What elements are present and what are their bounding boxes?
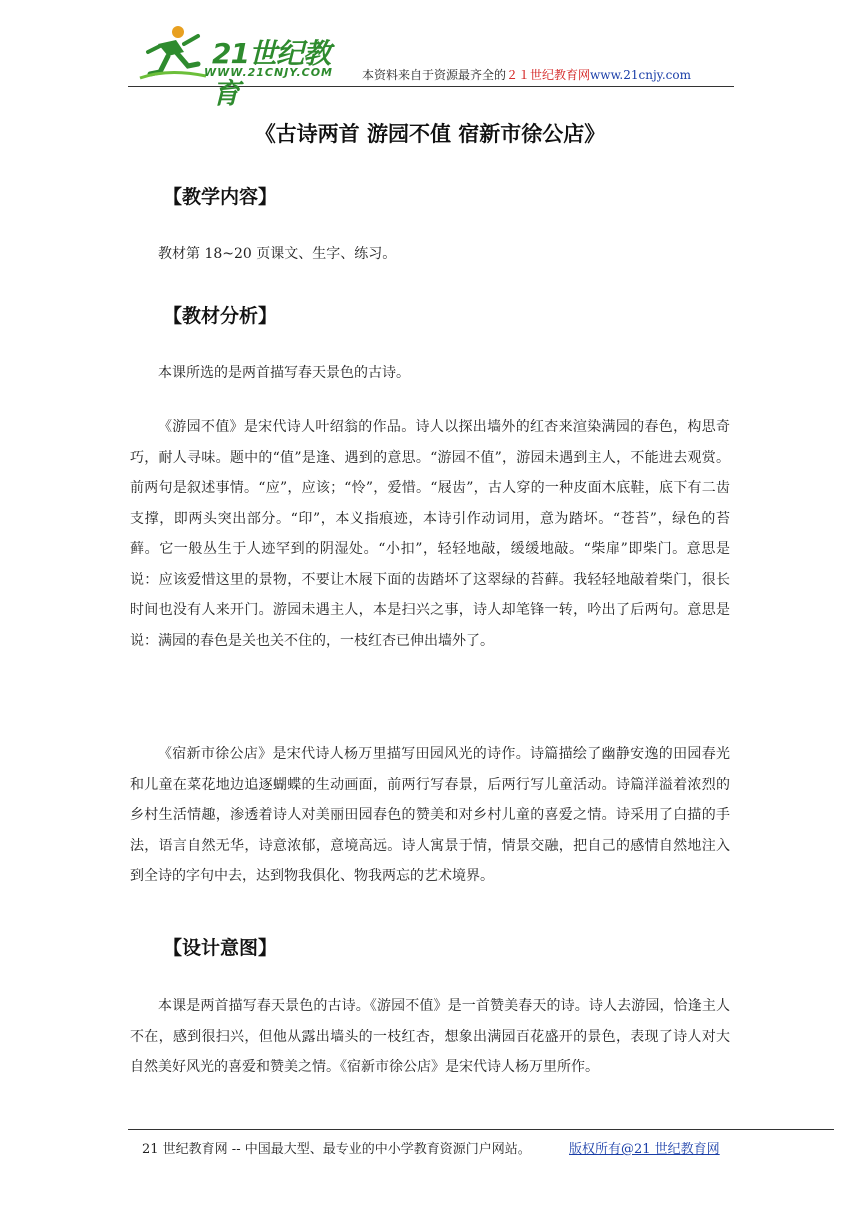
paragraph: 《游园不值》是宋代诗人叶绍翁的作品。诗人以探出墙外的红杏来渲染满园的春色，构思奇巧，耐人寻味。题中的“值”是逢、遇到的意思。“游园不值”，游园未遇到主人，不能进去观赏。前两句是叙述事情。“应”，应该；“怜”，爱惜。“屐齿”，古人穿的一种皮面木底鞋，底下有二齿支撑，即两头突出部分。“印”，本义指痕迹，本诗引作动词用，意为踏坏。“苍苔”，绿色的苔藓。它一般丛生于人迹罕到的阴湿处。“小扣”，轻轻地敲，缓缓地敲。“柴扉”即柴门。意思是说：应该爱惜这里的景物，不要让木屐下面的齿踏坏了这翠绿的苔藓。我轻轻地敲着柴门，很长时间也没有人来开门。游园未遇主人，本是扫兴之事，诗人却笔锋一转，吟出了后两句。意思是说：满园的春色是关也关不住的，一枝红杏已伸出墙外了。 bbox=[130, 419, 730, 649]
section-heading-content: 【教学内容】 bbox=[163, 186, 278, 208]
runner-logo-icon bbox=[138, 22, 208, 82]
document-title: 《古诗两首 游园不值 宿新市徐公店》 bbox=[254, 122, 606, 146]
paragraph: 本课所选的是两首描写春天景色的古诗。 bbox=[158, 365, 410, 381]
paragraph: 本课是两首描写春天景色的古诗。《游园不值》是一首赞美春天的诗。诗人去游园，恰逢主人不在，感到很扫兴，但他从露出墙头的一枝红杏，想象出满园百花盛开的景色，表现了诗人对大自然美好风光的喜爱和赞美之情。《宿新市徐公店》是宋代诗人杨万里所作。 bbox=[130, 998, 730, 1075]
page-footer bbox=[128, 1129, 834, 1160]
section-heading-analysis: 【教材分析】 bbox=[163, 305, 278, 327]
paragraph: 教材第 18~20 页课文、生字、练习。 bbox=[158, 246, 397, 262]
paragraph: 《宿新市徐公店》是宋代诗人杨万里描写田园风光的诗作。诗篇描绘了幽静安逸的田园春光和儿童在菜花地边追逐蝴蝶的生动画面，前两行写春景，后两行写儿童活动。诗篇洋溢着浓烈的乡村生活情趣，渗透着诗人对美丽田园春色的赞美和对乡村儿童的喜爱之情。诗采用了白描的手法，语言自然无华，诗意浓郁，意境高远。诗人寓景于情，情景交融，把自己的感情自然地注入到全诗的字句中去，达到物我俱化、物我两忘的艺术境界。 bbox=[130, 746, 730, 884]
section-heading-design: 【设计意图】 bbox=[163, 937, 278, 959]
footer-copyright-link[interactable]: 版权所有@21 世纪教育网 bbox=[569, 1142, 720, 1157]
header-url-link[interactable]: www.21cnjy.com bbox=[590, 68, 691, 82]
page-header bbox=[128, 18, 734, 110]
footer-text: 21 世纪教育网 -- 中国最大型、最专业的中小学教育资源门户网站。 bbox=[142, 1142, 531, 1157]
header-note-prefix: 本资料来自于资源最齐全的 bbox=[362, 68, 507, 82]
header-site-link[interactable]: ２１世纪教育网 bbox=[506, 68, 591, 82]
logo-url: WWW.21CNJY.COM bbox=[204, 66, 333, 79]
logo-text: 21世纪教育 bbox=[212, 37, 330, 110]
header-note bbox=[362, 66, 691, 83]
site-logo[interactable] bbox=[138, 22, 348, 110]
